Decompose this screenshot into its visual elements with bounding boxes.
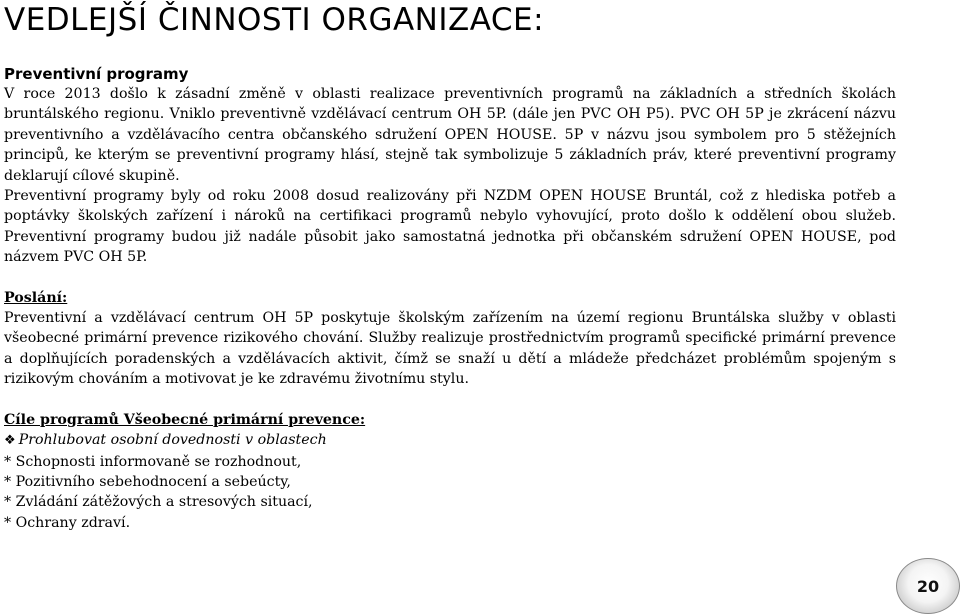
section-heading-goals: Cíle programů Všeobecné primární prevence: [4,411,366,428]
paragraph-mission: Preventivní a vzdělávací centrum OH 5P poskytuje školským zařízením na území regionu Bruntálska služby v oblasti všeobecné primární prevence rizikového chování. Služby realizuje prostřednictvím programů specifické primární prevence a doplňujících poradenských a vzdělávacích aktivit, čímž se snaží u dětí a mládeže předcházet problémům spojeným s rizikovým chováním a motivovat je ke zdravému životnímu stylu. [4,310,896,388]
document-body [4,64,896,533]
page-number-badge [896,558,960,614]
goals-list-item: * Ochrany zdraví. [4,514,131,531]
paragraph-preventive-history: Preventivní programy byly od roku 2008 dosud realizovány při NZDM OPEN HOUSE Bruntál, což z hlediska potřeb a poptávky školských zařízení i nároků na certifikaci programů nebylo vyhovující, proto došlo k oddělení obou služeb. Preventivní programy budou již nadále působit jako samostatná jednotka při občanském sdružení OPEN HOUSE, pod názvem PVC OH 5P. [4,188,896,266]
paragraph-preventive-intro: V roce 2013 došlo k zásadní změně v oblasti realizace preventivních programů na základních a středních školách bruntálského regionu. Vniklo preventivně vzdělávací centrum OH 5P. (dále jen PVC OH P5). PVC OH 5P je zkrácení názvu preventivního a vzdělávacího centra občanského sdružení OPEN HOUSE. 5P v názvu jsou symbolem pro 5 stěžejních principů, ke kterým se preventivní programy hlásí, stejně tak symbolizuje 5 základních práv, které preventivní programy deklarují cílové skupině. [4,86,896,184]
diamond-bullet-icon: ❖ [4,433,16,449]
page-number: 20 [916,576,940,596]
goals-lead-text: Prohlubovat osobní dovednosti v oblastech [18,432,327,449]
goals-list-item: * Schopnosti informovaně se rozhodnout, [4,453,302,470]
goals-list-item: * Pozitivního sebehodnocení a sebeúcty, [4,473,291,490]
goals-lead-item [4,430,896,451]
section-heading-mission: Poslání: [4,289,68,306]
goals-list-item: * Zvládání zátěžových a stresových situací, [4,494,313,511]
page-title: VEDLEJŠÍ ČINNOSTI ORGANIZACE: [4,2,545,38]
section-heading-preventive: Preventivní programy [4,65,189,83]
